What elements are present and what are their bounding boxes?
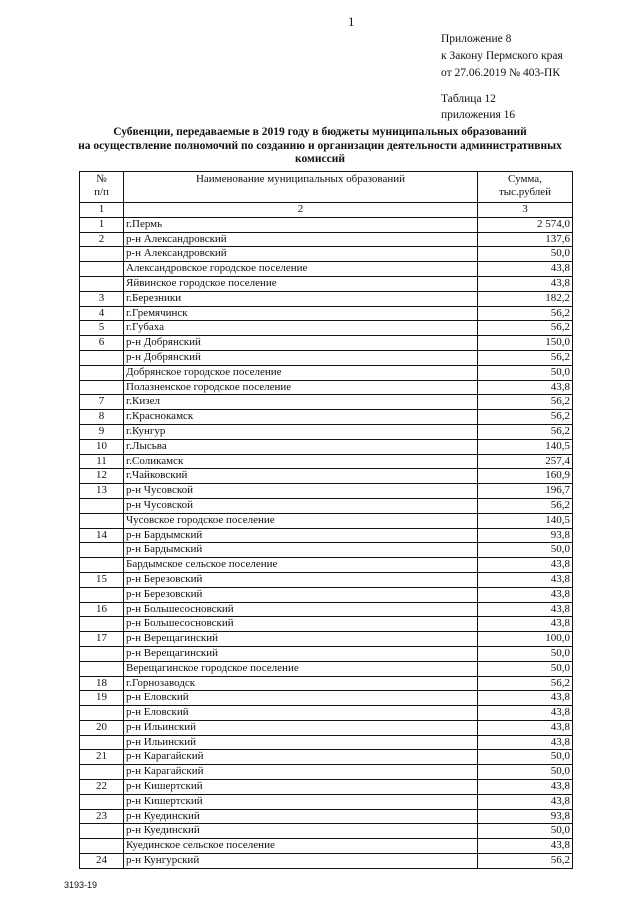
row-name: Добрянское городское поселение bbox=[124, 365, 478, 380]
row-sum: 43,8 bbox=[478, 558, 573, 573]
row-sum: 43,8 bbox=[478, 691, 573, 706]
row-number bbox=[80, 513, 124, 528]
row-sum: 43,8 bbox=[478, 380, 573, 395]
title-line-1: Субвенции, передаваемые в 2019 году в бюджеты муниципальных образований bbox=[113, 126, 527, 138]
row-sum: 2 574,0 bbox=[478, 217, 573, 232]
row-sum: 50,0 bbox=[478, 543, 573, 558]
table-row bbox=[80, 661, 573, 676]
table-row bbox=[80, 632, 573, 647]
row-sum: 43,8 bbox=[478, 262, 573, 277]
annex-block bbox=[441, 31, 563, 82]
row-sum: 43,8 bbox=[478, 720, 573, 735]
row-name: р-н Еловский bbox=[124, 691, 478, 706]
row-sum: 43,8 bbox=[478, 780, 573, 795]
row-name: Куединское сельское поселение bbox=[124, 839, 478, 854]
row-sum: 93,8 bbox=[478, 528, 573, 543]
row-sum: 56,2 bbox=[478, 395, 573, 410]
table-ref-line-1: Таблица 12 bbox=[441, 93, 496, 105]
row-number: 6 bbox=[80, 336, 124, 351]
table-row bbox=[80, 602, 573, 617]
row-number: 16 bbox=[80, 602, 124, 617]
row-number: 3 bbox=[80, 291, 124, 306]
row-number bbox=[80, 365, 124, 380]
table-row bbox=[80, 232, 573, 247]
row-name: г.Кизел bbox=[124, 395, 478, 410]
row-name: Бардымское сельское поселение bbox=[124, 558, 478, 573]
table-ref-line-2: приложения 16 bbox=[441, 109, 516, 121]
row-number bbox=[80, 824, 124, 839]
table-body bbox=[80, 217, 573, 868]
row-number: 2 bbox=[80, 232, 124, 247]
annex-line-2: к Закону Пермского края bbox=[441, 50, 563, 62]
row-name: р-н Бардымский bbox=[124, 543, 478, 558]
row-number: 13 bbox=[80, 484, 124, 499]
table-row bbox=[80, 558, 573, 573]
row-number: 19 bbox=[80, 691, 124, 706]
row-sum: 140,5 bbox=[478, 439, 573, 454]
row-sum: 50,0 bbox=[478, 646, 573, 661]
table-row bbox=[80, 380, 573, 395]
row-number bbox=[80, 498, 124, 513]
row-number bbox=[80, 646, 124, 661]
table-row bbox=[80, 617, 573, 632]
row-number bbox=[80, 247, 124, 262]
row-name: Чусовское городское поселение bbox=[124, 513, 478, 528]
row-sum: 182,2 bbox=[478, 291, 573, 306]
row-name: р-н Чусовской bbox=[124, 484, 478, 499]
table-row bbox=[80, 395, 573, 410]
header-sum-line-1: Сумма, bbox=[508, 173, 542, 185]
row-number: 5 bbox=[80, 321, 124, 336]
row-name: р-н Березовский bbox=[124, 572, 478, 587]
title-line-2: на осуществление полномочий по созданию и организации деятельности административных bbox=[78, 139, 562, 152]
row-name: Яйвинское городское поселение bbox=[124, 276, 478, 291]
row-sum: 56,2 bbox=[478, 424, 573, 439]
row-name: г.Соликамск bbox=[124, 454, 478, 469]
row-name: р-н Кунгурский bbox=[124, 854, 478, 869]
row-sum: 43,8 bbox=[478, 794, 573, 809]
row-number bbox=[80, 558, 124, 573]
row-name: р-н Ильинский bbox=[124, 720, 478, 735]
row-number: 20 bbox=[80, 720, 124, 735]
table-row bbox=[80, 513, 573, 528]
row-number bbox=[80, 661, 124, 676]
header-number bbox=[80, 172, 124, 203]
row-number: 12 bbox=[80, 469, 124, 484]
row-name: р-н Карагайский bbox=[124, 750, 478, 765]
title-line-3: комиссий bbox=[295, 153, 345, 165]
table-row bbox=[80, 247, 573, 262]
table-row bbox=[80, 469, 573, 484]
row-name: г.Краснокамск bbox=[124, 410, 478, 425]
annex-line-1: Приложение 8 bbox=[441, 33, 512, 45]
row-name: р-н Александровский bbox=[124, 232, 478, 247]
row-name: р-н Еловский bbox=[124, 706, 478, 721]
table-row bbox=[80, 676, 573, 691]
row-number: 23 bbox=[80, 809, 124, 824]
row-sum: 140,5 bbox=[478, 513, 573, 528]
table-row bbox=[80, 587, 573, 602]
row-number bbox=[80, 587, 124, 602]
column-index-2: 2 bbox=[124, 203, 478, 218]
header-sum-line-2: тыс.рублей bbox=[498, 186, 552, 198]
table-row bbox=[80, 410, 573, 425]
row-name: р-н Кишертский bbox=[124, 794, 478, 809]
row-number bbox=[80, 276, 124, 291]
row-number bbox=[80, 735, 124, 750]
footer-code: 3193-19 bbox=[64, 880, 98, 890]
table-reference bbox=[441, 91, 515, 123]
row-sum: 100,0 bbox=[478, 632, 573, 647]
row-number bbox=[80, 839, 124, 854]
table-row bbox=[80, 217, 573, 232]
row-sum: 43,8 bbox=[478, 839, 573, 854]
table-row bbox=[80, 780, 573, 795]
row-number bbox=[80, 794, 124, 809]
row-name: р-н Кишертский bbox=[124, 780, 478, 795]
page-number: 1 bbox=[348, 14, 355, 29]
table-row bbox=[80, 291, 573, 306]
row-number bbox=[80, 350, 124, 365]
row-sum: 50,0 bbox=[478, 661, 573, 676]
column-index-3: 3 bbox=[478, 203, 573, 218]
table-row bbox=[80, 854, 573, 869]
row-name: р-н Куединский bbox=[124, 809, 478, 824]
table-row bbox=[80, 646, 573, 661]
row-number bbox=[80, 262, 124, 277]
row-sum: 137,6 bbox=[478, 232, 573, 247]
row-sum: 43,8 bbox=[478, 602, 573, 617]
row-sum: 93,8 bbox=[478, 809, 573, 824]
row-name: Полазненское городское поселение bbox=[124, 380, 478, 395]
row-name: р-н Бардымский bbox=[124, 528, 478, 543]
row-number bbox=[80, 765, 124, 780]
column-index-row bbox=[80, 203, 573, 218]
row-number: 17 bbox=[80, 632, 124, 647]
row-sum: 50,0 bbox=[478, 824, 573, 839]
row-name: Александровское городское поселение bbox=[124, 262, 478, 277]
row-sum: 43,8 bbox=[478, 587, 573, 602]
row-name: р-н Ильинский bbox=[124, 735, 478, 750]
row-name: г.Чайковский bbox=[124, 469, 478, 484]
row-sum: 196,7 bbox=[478, 484, 573, 499]
row-name: р-н Большесосновский bbox=[124, 617, 478, 632]
row-sum: 50,0 bbox=[478, 247, 573, 262]
table-row bbox=[80, 528, 573, 543]
row-number: 18 bbox=[80, 676, 124, 691]
table-row bbox=[80, 543, 573, 558]
row-sum: 43,8 bbox=[478, 735, 573, 750]
row-name: р-н Куединский bbox=[124, 824, 478, 839]
row-sum: 56,2 bbox=[478, 321, 573, 336]
document-title bbox=[60, 126, 580, 167]
table-row bbox=[80, 439, 573, 454]
row-number: 15 bbox=[80, 572, 124, 587]
row-number: 10 bbox=[80, 439, 124, 454]
row-name: г.Горнозаводск bbox=[124, 676, 478, 691]
row-number: 11 bbox=[80, 454, 124, 469]
row-number: 22 bbox=[80, 780, 124, 795]
row-sum: 56,2 bbox=[478, 676, 573, 691]
table-header-row bbox=[80, 172, 573, 203]
row-number: 24 bbox=[80, 854, 124, 869]
table-row bbox=[80, 735, 573, 750]
row-name: г.Гремячинск bbox=[124, 306, 478, 321]
table-row bbox=[80, 824, 573, 839]
row-name: г.Кунгур bbox=[124, 424, 478, 439]
row-name: Верещагинское городское поселение bbox=[124, 661, 478, 676]
row-sum: 56,2 bbox=[478, 854, 573, 869]
table-row bbox=[80, 336, 573, 351]
table-row bbox=[80, 572, 573, 587]
row-number bbox=[80, 543, 124, 558]
row-sum: 160,9 bbox=[478, 469, 573, 484]
row-sum: 43,8 bbox=[478, 276, 573, 291]
row-sum: 43,8 bbox=[478, 706, 573, 721]
table-row bbox=[80, 306, 573, 321]
row-sum: 257,4 bbox=[478, 454, 573, 469]
row-sum: 50,0 bbox=[478, 765, 573, 780]
row-name: р-н Добрянский bbox=[124, 336, 478, 351]
row-sum: 43,8 bbox=[478, 617, 573, 632]
row-number: 8 bbox=[80, 410, 124, 425]
table-row bbox=[80, 498, 573, 513]
row-name: р-н Большесосновский bbox=[124, 602, 478, 617]
row-sum: 56,2 bbox=[478, 350, 573, 365]
table-row bbox=[80, 839, 573, 854]
table-row bbox=[80, 809, 573, 824]
subventions-table bbox=[79, 171, 573, 869]
row-sum: 150,0 bbox=[478, 336, 573, 351]
row-sum: 56,2 bbox=[478, 498, 573, 513]
table-row bbox=[80, 262, 573, 277]
header-number-line-1: № bbox=[96, 173, 107, 185]
table-row bbox=[80, 765, 573, 780]
row-name: г.Лысьва bbox=[124, 439, 478, 454]
row-sum: 43,8 bbox=[478, 572, 573, 587]
row-number: 21 bbox=[80, 750, 124, 765]
row-number bbox=[80, 380, 124, 395]
table-row bbox=[80, 484, 573, 499]
table-row bbox=[80, 706, 573, 721]
annex-line-3: от 27.06.2019 № 403-ПК bbox=[441, 67, 561, 79]
row-name: г.Губаха bbox=[124, 321, 478, 336]
row-sum: 56,2 bbox=[478, 410, 573, 425]
row-name: р-н Березовский bbox=[124, 587, 478, 602]
row-number: 1 bbox=[80, 217, 124, 232]
table-row bbox=[80, 365, 573, 380]
row-name: г.Березники bbox=[124, 291, 478, 306]
table-row bbox=[80, 424, 573, 439]
table-row bbox=[80, 794, 573, 809]
row-number: 14 bbox=[80, 528, 124, 543]
column-index-1: 1 bbox=[80, 203, 124, 218]
row-number: 7 bbox=[80, 395, 124, 410]
row-name: р-н Чусовской bbox=[124, 498, 478, 513]
table-row bbox=[80, 691, 573, 706]
row-name: р-н Александровский bbox=[124, 247, 478, 262]
row-number: 4 bbox=[80, 306, 124, 321]
row-sum: 56,2 bbox=[478, 306, 573, 321]
row-name: р-н Добрянский bbox=[124, 350, 478, 365]
row-name: р-н Верещагинский bbox=[124, 646, 478, 661]
row-name: р-н Верещагинский bbox=[124, 632, 478, 647]
row-number: 9 bbox=[80, 424, 124, 439]
table-row bbox=[80, 321, 573, 336]
header-name: Наименование муниципальных образований bbox=[124, 172, 478, 203]
row-sum: 50,0 bbox=[478, 750, 573, 765]
row-number bbox=[80, 617, 124, 632]
row-sum: 50,0 bbox=[478, 365, 573, 380]
row-name: г.Пермь bbox=[124, 217, 478, 232]
table-row bbox=[80, 350, 573, 365]
header-sum bbox=[478, 172, 573, 203]
table-row bbox=[80, 720, 573, 735]
row-name: р-н Карагайский bbox=[124, 765, 478, 780]
header-number-line-2: п/п bbox=[94, 186, 109, 198]
table-row bbox=[80, 750, 573, 765]
table-row bbox=[80, 454, 573, 469]
table-row bbox=[80, 276, 573, 291]
row-number bbox=[80, 706, 124, 721]
